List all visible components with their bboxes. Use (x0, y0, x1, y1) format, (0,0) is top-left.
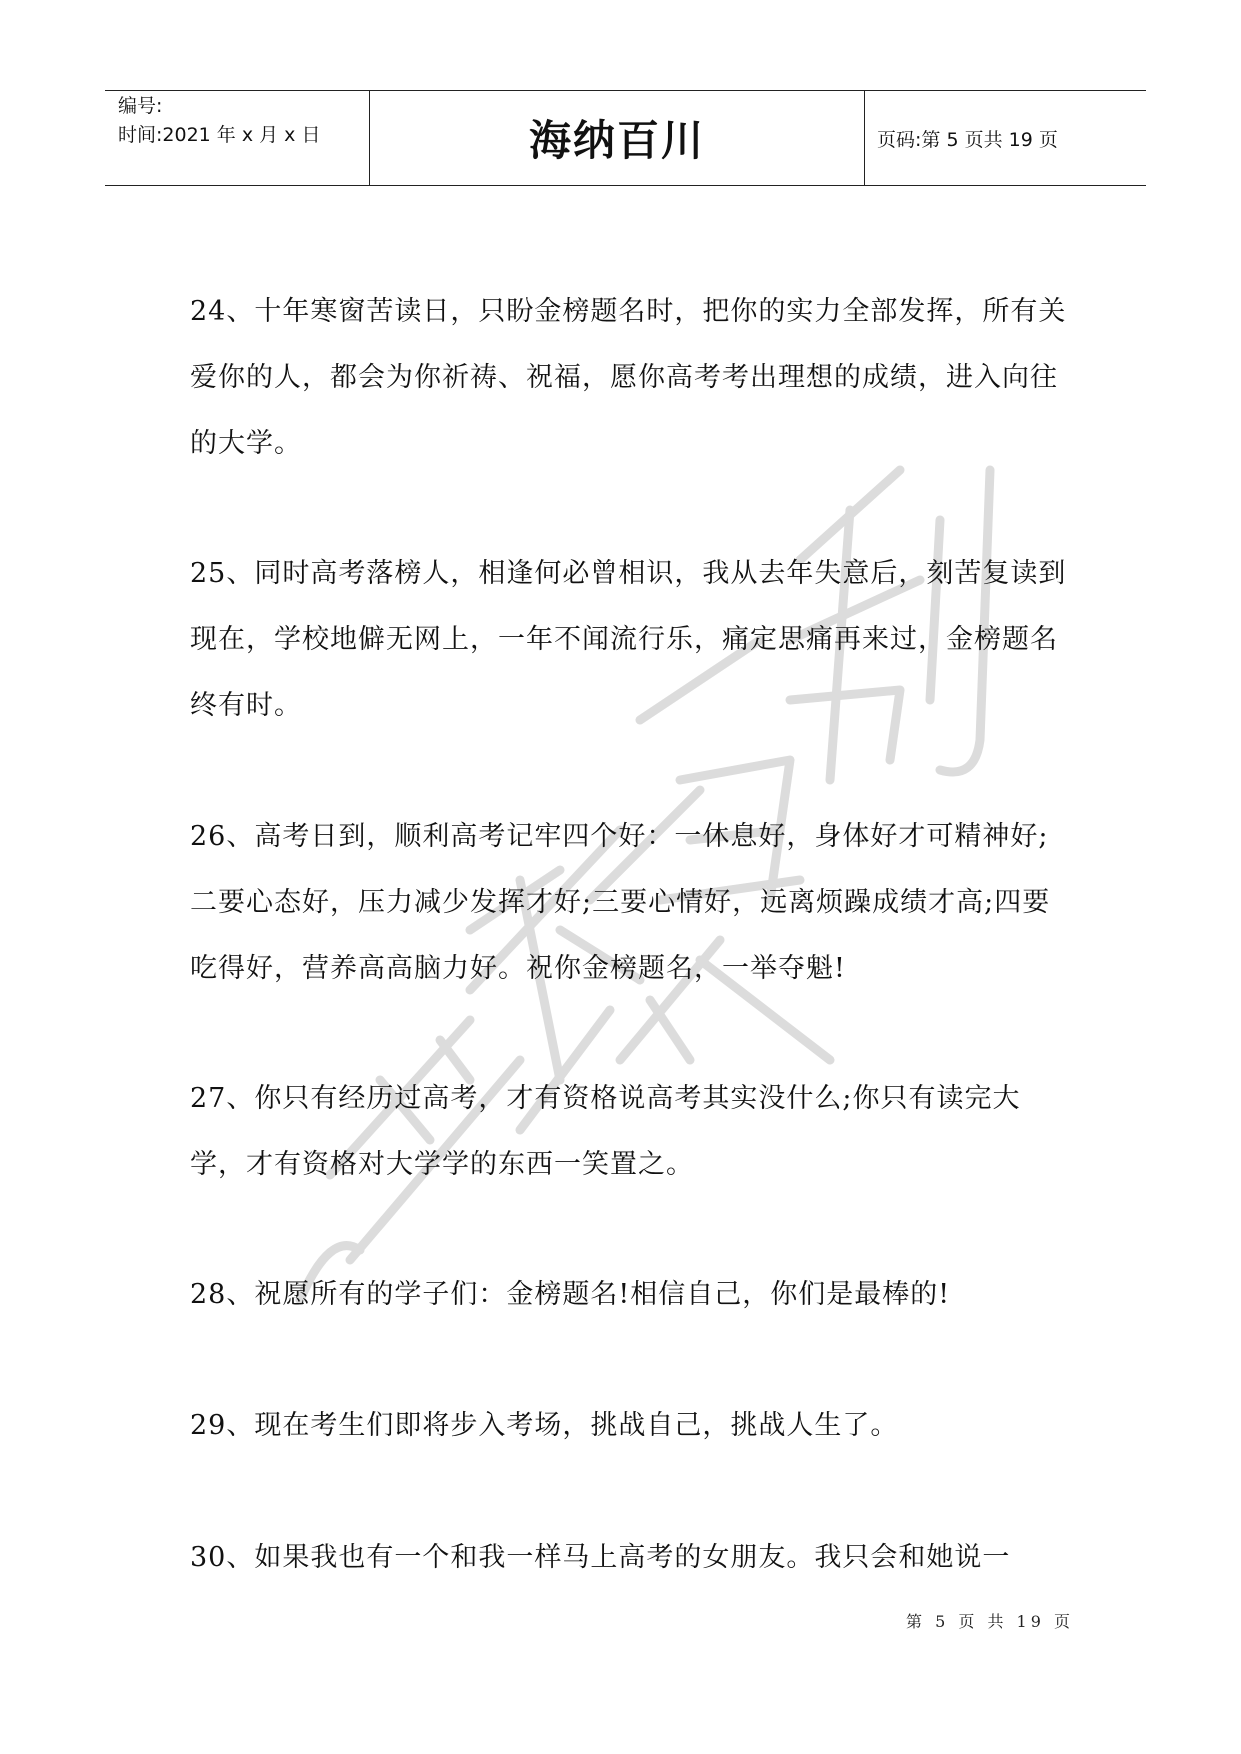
list-item: 27、你只有经历过高考，才有资格说高考其实没什么;你只有读完大学，才有资格对大学学的东西一笑置之。 (190, 1083, 1021, 1180)
header-brand-cell (370, 91, 865, 185)
list-item: 24、十年寒窗苦读日，只盼金榜题名时，把你的实力全部发挥，所有关爱你的人，都会为你祈祷、祝福，愿你高考考出理想的成绩，进入向往的大学。 (190, 296, 1067, 459)
brand-title: 海纳百川 (528, 116, 705, 165)
header-meta-cell (105, 91, 370, 185)
list-item: 30、如果我也有一个和我一样马上高考的女朋友。我只会和她说一 (190, 1542, 1011, 1573)
header-page-cell (865, 91, 1146, 185)
list-item: 25、同时高考落榜人，相逢何必曾相识，我从去年失意后，刻苦复读到现在，学校地僻无网上，一年不闻流行乐，痛定思痛再来过，金榜题名终有时。 (190, 558, 1067, 721)
page-footer: 第 5 页 共 19 页 (906, 1612, 1074, 1631)
document-header (105, 90, 1146, 186)
list-item: 26、高考日到，顺利高考记牢四个好：一休息好，身体好才可精神好;二要心态好，压力减少发挥才好;三要心情好，远离烦躁成绩才高;四要吃得好，营养高高脑力好。祝你金榜题名，一举夺魁! (190, 821, 1051, 984)
list-item: 28、祝愿所有的学子们：金榜题名!相信自己，你们是最棒的! (190, 1279, 951, 1310)
time-label: 时间:2021 年 x 月 x 日 (118, 124, 321, 146)
list-item: 29、现在考生们即将步入考场，挑战自己，挑战人生了。 (190, 1410, 899, 1441)
serial-number-label: 编号: (118, 95, 163, 117)
page-number-label: 页码:第 5 页共 19 页 (877, 128, 1058, 151)
